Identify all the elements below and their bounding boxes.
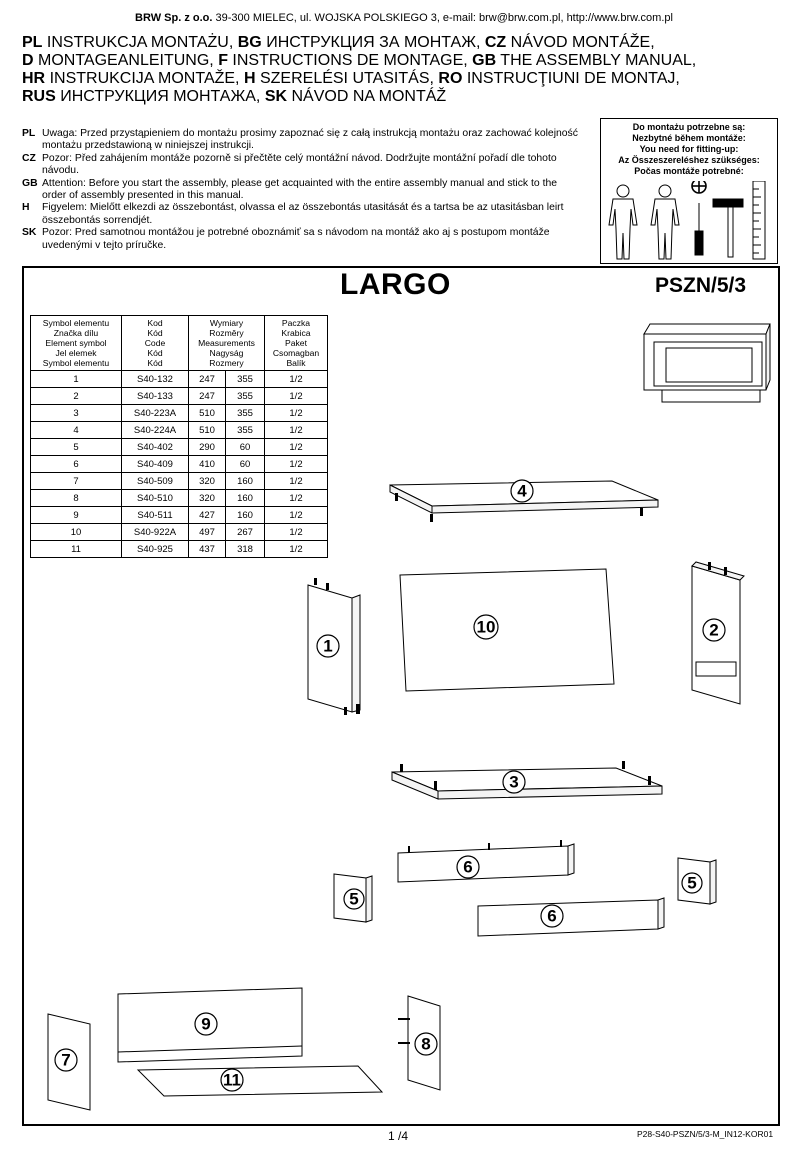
part-label-6-upper-text: 6 [463, 857, 473, 877]
table-cell-symbol: 1 [31, 371, 122, 388]
screwdriver-icon [692, 181, 706, 255]
part-label-6-lower-text: 6 [547, 906, 557, 926]
table-cell-pack: 1/2 [265, 456, 328, 473]
table-cell-pack: 1/2 [265, 541, 328, 558]
assembled-cabinet-illustration [644, 324, 770, 402]
table-cell-code: S40-223A [122, 405, 189, 422]
header-line: Kód [147, 358, 163, 368]
note-language: CZ [22, 152, 36, 164]
language-code: PL [22, 34, 43, 51]
tools-line: Do montażu potrzebne są: [632, 122, 746, 132]
part-label-5-left-text: 5 [349, 889, 359, 909]
table-cell-w: 410 [189, 456, 226, 473]
table-cell-w: 290 [189, 439, 226, 456]
note-item [22, 128, 582, 153]
header-line: Kód [147, 328, 163, 338]
part-11-drawer-bottom [138, 1066, 382, 1096]
part-2-right-side [692, 562, 744, 704]
table-cell-w: 510 [189, 405, 226, 422]
note-item [22, 227, 582, 252]
table-cell-pack: 1/2 [265, 405, 328, 422]
header-line: Rozměry [209, 328, 244, 338]
header-line: Element symbol [45, 338, 107, 348]
table-cell-w: 427 [189, 507, 226, 524]
header-line: Jel elemek [55, 348, 97, 358]
part-label-8-text: 8 [421, 1034, 431, 1054]
part-8-drawer-side-right [398, 996, 440, 1090]
title-text: INSTRUCŢIUNI DE MONTAJ, [466, 70, 680, 87]
note-text: Attention: Before you start the assembly, please get acquainted with the entire assembly manual and stick to the order of assembly presented in this manual. [42, 177, 558, 202]
header-line: Symbol elementu [42, 318, 110, 328]
table-cell-w: 497 [189, 524, 226, 541]
title-line [22, 34, 802, 52]
page-number: 1 /4 [388, 1129, 409, 1143]
language-code: F [218, 52, 228, 69]
part-label-3-text: 3 [509, 772, 519, 792]
person-icon [609, 185, 637, 259]
note-language: SK [22, 227, 37, 239]
language-code: BG [237, 34, 262, 51]
assembly-drawing [22, 300, 780, 1126]
language-code: RO [438, 70, 463, 87]
part-label-2-text: 2 [709, 620, 719, 640]
table-cell-w: 510 [189, 422, 226, 439]
language-code: H [243, 70, 256, 87]
table-cell-pack: 1/2 [265, 439, 328, 456]
part-label-5-right-text: 5 [687, 873, 697, 893]
company-header: BRW Sp. z o.o. 39-300 MIELEC, ul. WOJSKA POLSKIEGO 3, e-mail: brw@brw.com.pl, http://www.brw.com.pl [135, 12, 673, 24]
header-line: Kod [147, 318, 163, 328]
table-cell-w: 247 [189, 371, 226, 388]
language-code: RUS [22, 88, 56, 105]
part-4-top-panel [390, 480, 658, 522]
title-text: MONTAGEANLEITUNG, [38, 52, 214, 69]
table-cell-symbol: 7 [31, 473, 122, 490]
table-cell-h: 160 [226, 473, 265, 490]
table-cell-symbol: 5 [31, 439, 122, 456]
note-item [22, 178, 582, 203]
part-5-block-left [334, 874, 372, 922]
title-text: INSTRUKCJA MONTAŻU, [46, 34, 234, 51]
table-cell-symbol: 11 [31, 541, 122, 558]
language-code: CZ [484, 34, 507, 51]
table-cell-symbol: 4 [31, 422, 122, 439]
header-line: Balík [286, 358, 306, 368]
assembly-notes [22, 128, 582, 252]
table-cell-pack: 1/2 [265, 490, 328, 507]
part-label-11-text: 11 [223, 1070, 241, 1090]
part-7-drawer-side-left [48, 1014, 90, 1110]
title-text: INSTRUCTIONS DE MONTAGE, [232, 52, 468, 69]
title-line [22, 88, 802, 106]
title-line [22, 52, 802, 70]
header-line: Symbol elementu [42, 358, 110, 368]
header-line: Code [144, 338, 166, 348]
person-icon [651, 185, 679, 259]
table-cell-symbol: 2 [31, 388, 122, 405]
part-5-block-right [678, 858, 716, 904]
title-text: NÁVOD NA MONTÁŽ [291, 88, 447, 105]
header-line: Paczka [281, 318, 311, 328]
table-cell-pack: 1/2 [265, 524, 328, 541]
title-text: ИНСТРУКЦИЯ ЗА МОНТАЖ, [266, 34, 481, 51]
table-cell-code: S40-925 [122, 541, 189, 558]
table-cell-h: 355 [226, 388, 265, 405]
ruler-icon [753, 181, 765, 259]
part-label-7-text: 7 [61, 1050, 71, 1070]
table-cell-symbol: 8 [31, 490, 122, 507]
table-cell-code: S40-402 [122, 439, 189, 456]
title-line [22, 70, 802, 88]
product-name: LARGO [340, 268, 451, 301]
tools-line: Počas montáže potrebné: [634, 166, 744, 176]
part-3-bottom-panel [392, 761, 662, 799]
tools-needed-box [600, 118, 778, 264]
header-line: Measurements [198, 338, 255, 348]
part-label-10-text: 10 [476, 617, 496, 637]
table-cell-h: 160 [226, 507, 265, 524]
table-cell-code: S40-510 [122, 490, 189, 507]
language-code: SK [264, 88, 288, 105]
table-cell-h: 60 [226, 456, 265, 473]
tools-line: You need for fitting-up: [639, 144, 739, 154]
table-cell-code: S40-509 [122, 473, 189, 490]
note-text: Pozor: Pred samotnou montážou je potrebné oboznámiť sa s návodom na montáž ako aj s postupom montáže uvedenými v tejto príručke. [42, 227, 550, 251]
tools-line: Az Összeszereléshez szükséges: [618, 155, 760, 165]
table-cell-pack: 1/2 [265, 371, 328, 388]
tools-needed-text [601, 122, 777, 177]
header-line: Nagyság [209, 348, 244, 358]
title-text: SZERELÉSI UTASITÁS, [259, 70, 434, 87]
header-line: Krabica [281, 328, 311, 338]
part-1-left-side [308, 578, 360, 715]
language-code: D [22, 52, 34, 69]
part-label-9-text: 9 [201, 1014, 211, 1034]
table-cell-h: 355 [226, 422, 265, 439]
table-cell-symbol: 6 [31, 456, 122, 473]
table-cell-pack: 1/2 [265, 507, 328, 524]
table-cell-code: S40-132 [122, 371, 189, 388]
note-text: Uwaga: Przed przystąpieniem do montażu prosimy zapoznać się z całą instrukcją montażu oraz zachować kolejność montażu przedstawioną w niniejszej instrukcji. [42, 128, 578, 152]
header-line: Csomagban [272, 348, 320, 358]
table-cell-w: 320 [189, 473, 226, 490]
title-text: ИНСТРУКЦИЯ МОНТАЖА, [60, 88, 261, 105]
table-cell-h: 160 [226, 490, 265, 507]
table-cell-code: S40-133 [122, 388, 189, 405]
table-cell-code: S40-224A [122, 422, 189, 439]
table-cell-pack: 1/2 [265, 388, 328, 405]
hammer-icon [713, 199, 743, 257]
note-text: Pozor: Před zahájením montáže pozorně si přečtěte celý montážní návod. Dodržujte montážní pořadí dle tohoto návodu. [42, 152, 557, 177]
language-code: HR [22, 70, 46, 87]
table-cell-h: 318 [226, 541, 265, 558]
table-cell-h: 355 [226, 405, 265, 422]
document-reference: P28-S40-PSZN/5/3-M_IN12-KOR01 [637, 1129, 774, 1139]
header-line: Wymiary [209, 318, 244, 328]
note-language: H [22, 202, 30, 214]
title-text: THE ASSEMBLY MANUAL, [500, 52, 697, 69]
header-line: Paket [285, 338, 307, 348]
table-cell-w: 437 [189, 541, 226, 558]
product-code: PSZN/5/3 [655, 274, 747, 297]
table-cell-h: 60 [226, 439, 265, 456]
note-language: GB [22, 177, 38, 189]
table-cell-pack: 1/2 [265, 422, 328, 439]
table-cell-code: S40-409 [122, 456, 189, 473]
tools-line: Nezbytné během montáže: [632, 133, 746, 143]
language-code: GB [472, 52, 497, 69]
table-cell-w: 320 [189, 490, 226, 507]
header-line: Rozmery [209, 358, 244, 368]
table-cell-code: S40-922A [122, 524, 189, 541]
part-label-1-text: 1 [323, 636, 333, 656]
table-cell-w: 247 [189, 388, 226, 405]
part-9-drawer-back [118, 988, 302, 1062]
table-cell-code: S40-511 [122, 507, 189, 524]
header-line: Kód [147, 348, 163, 358]
table-cell-pack: 1/2 [265, 473, 328, 490]
part-label-4-text: 4 [517, 481, 527, 501]
title-text: INSTRUKCIJA MONTAŽE, [49, 70, 240, 87]
table-cell-h: 355 [226, 371, 265, 388]
header-line: Značka dílu [53, 328, 99, 338]
table-cell-symbol: 9 [31, 507, 122, 524]
table-cell-h: 267 [226, 524, 265, 541]
table-cell-symbol: 3 [31, 405, 122, 422]
table-cell-symbol: 10 [31, 524, 122, 541]
note-item [22, 153, 582, 178]
part-10-back-panel [400, 569, 614, 691]
manual-titles [22, 34, 802, 106]
note-text: Figyelem: Mielőtt elkezdi az összebontást, olvassa el az összebontás utasitását és a tartsa be az utasitásban leirt összebontás sorrendjét. [42, 202, 564, 226]
tools-illustration [603, 181, 775, 261]
title-text: NÁVOD MONTÁŽE, [510, 34, 655, 51]
part-6-front-rail-upper [398, 840, 574, 882]
part-6-front-rail-lower [478, 898, 664, 936]
note-language: PL [22, 128, 36, 139]
note-item [22, 202, 582, 227]
